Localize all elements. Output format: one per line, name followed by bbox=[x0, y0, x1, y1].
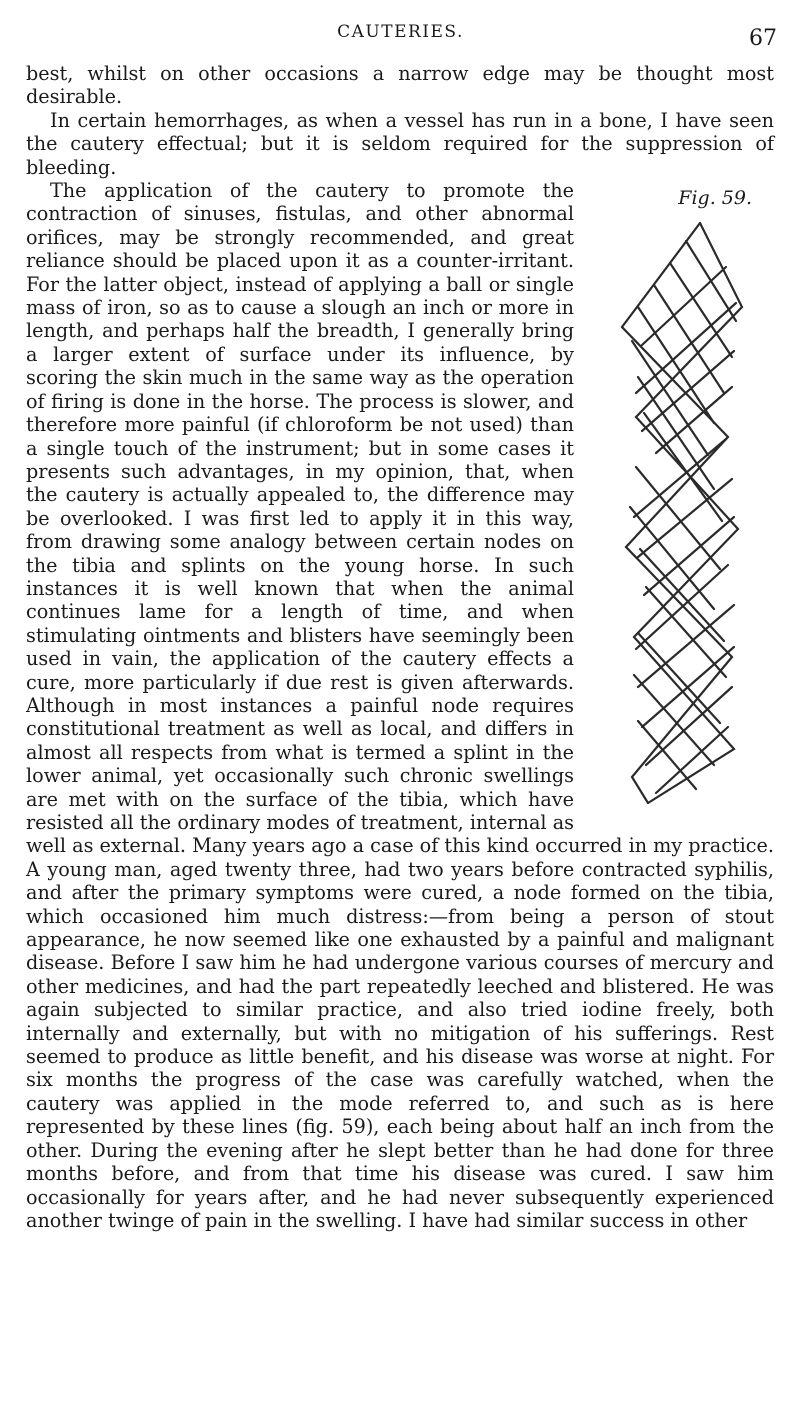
page-number: 67 bbox=[749, 26, 777, 51]
figure-caption: Fig. 59. bbox=[678, 187, 752, 210]
cautery-crosshatch-icon bbox=[616, 217, 748, 813]
paragraph-3: The application of the cautery to promote the contraction of sinuses, fistulas, and other abnormal orifices, may be strongly recommended, and great reliance should be placed upon it as a counter-irritant. For the latter object, instead of applying a ball or single mass of iron, so as to cause a slough an inch or more in length, and perhaps half the breadth, I generally bring a larger extent of surface under its influence, by scoring the skin much in the same way as the operation of firing is done in the horse. The process is slower, and therefore more painful (if chloroform be not used) than a single touch of the instrument; but in some cases it presents such advantages, in my opinion, that, when the cautery is actually appealed to, the difference may be overlooked. I was first led to apply it in this way, from drawing some analogy between certain nodes on the tibia and splints on the young horse. In such instances it is well known that when the animal continues lame for a length of time, and when stimulating ointments and blisters have seemingly been used in vain, the application of the cautery effects a cure, more particularly if due rest is given afterwards. Although in most instances a painful node requires constitutional treatment as well as local, and differs in almost all respects from what is termed a splint in the lower animal, yet occasionally such chronic swellings are met with on the surface of the tibia, which have resisted all the ordinary modes of treatment, internal as well as external. Many years ago a case of this kind occurred in my practice. A young man, aged twenty three, had two years before contracted syphilis, and after the primary symptoms were cured, a node formed on the tibia, which occasioned him much distress:—from being a person of stout appearance, he now seemed like one exhausted by a painful and malignant disease. Before I saw him he had undergone various courses of mercury and other medicines, and had the part repeatedly leeched and blistered. He was again subjected to similar practice, and also tried iodine freely, both internally and externally, but with no mitigation of his sufferings. Rest seemed to produce as little benefit, and his disease was worse at night. For six months the progress of the case was carefully watched, when the cautery was applied in the mode referred to, and such as is here represented by these lines (fig. 59), each being about half an inch from the other. During the evening after he slept better than he had done for three months before, and from that time his disease was cured. I saw him occasionally for years after, and he had never subsequently experienced another twinge of pain in the swelling. I have had similar success in other bbox=[26, 179, 774, 1232]
body-text bbox=[26, 62, 774, 1232]
page-header bbox=[0, 14, 801, 54]
paragraph-2: In certain hemorrhages, as when a vessel has run in a bone, I have seen the cautery effectual; but it is seldom required for the suppression of bleeding. bbox=[26, 108, 774, 179]
figure-59 bbox=[588, 187, 774, 815]
paragraph-1: best, whilst on other occasions a narrow edge may be thought most desirable. bbox=[26, 62, 774, 109]
running-head: CAUTERIES. bbox=[337, 22, 464, 42]
